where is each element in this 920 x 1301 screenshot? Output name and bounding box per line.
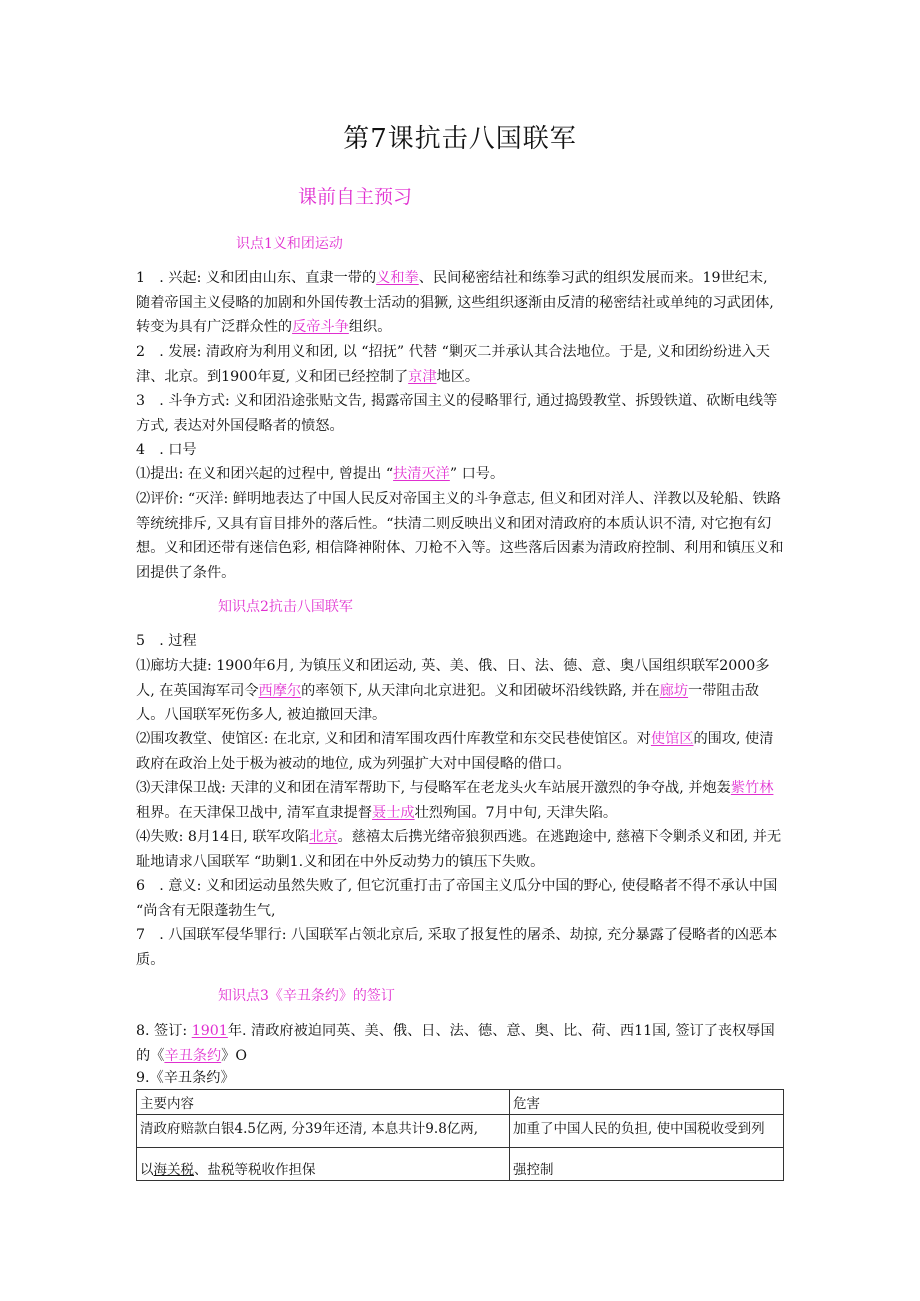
table-cell: 清政府赔款白银4.5亿两, 分39年还清, 本息共计9.8亿两,: [137, 1115, 510, 1148]
text: 以: [140, 1162, 154, 1178]
text: 组织。: [348, 319, 392, 335]
kp1-paragraph-6: ⑵评价: “灭洋: 鲜明地表达了中国人民反对帝国主义的斗争意志, 但义和团对洋人、洋教以及轮船、铁路等统统排斥, 又具有盲目排外的落后性。“扶清二则反映出义和团对清政府的本质认识不清, 对它抱有幻想。义和团还带有迷信色彩, 相信降神附体、刀枪不入等。这些落后因素为清政府控制、利用和镇压义和团提供了条件。: [136, 491, 784, 581]
table-header-row: [137, 1090, 784, 1115]
kp2-paragraph-2: [136, 654, 786, 728]
answer-blank: 廊坊: [659, 682, 689, 699]
text: 的率领下, 从天津向北京进犯。义和团破坏沿线铁路, 并在: [301, 682, 660, 699]
section-heading: 课前自主预习: [298, 186, 413, 208]
text: 年. 清政府被迫同英、美、俄、日、法、德、意、奥、比、荷、西11国, 签订了丧权辱国的《: [136, 1023, 775, 1064]
text: ⑶天津保卫战: 天津的义和团在清军帮助下, 与侵略军在老龙头火车站展开激烈的争夺战, 并炮轰: [136, 780, 731, 796]
kp2-heading: 知识点2抗击八国联军: [218, 599, 353, 615]
text: 的围攻, 使清政府在政治上处于极为被动的地位, 成为列强扩大对中国侵略的借口。: [136, 731, 774, 772]
kp1-paragraph-1: [136, 266, 786, 340]
table-row: [137, 1115, 784, 1148]
table-cell: 加重了中国人民的负担, 使中国税收受到列: [510, 1115, 784, 1148]
text: 壮烈殉国。7月中旬, 天津失陷。: [414, 804, 618, 821]
text: ⑴提出: 在义和团兴起的过程中, 曾提出 “: [136, 466, 394, 482]
text: ⑴廊坊大捷: 1900年6月, 为镇压义和团运动, 英、美、俄、日、法、德、意、奥八国组织联军2000多人, 在英国海军司令: [136, 658, 770, 699]
page-title: 第7课抗击八国联军: [343, 124, 577, 154]
answer-blank: 义和拳: [376, 270, 419, 286]
kp2-paragraph-5: [136, 825, 786, 874]
text: 一带阻击敌人。八国联军死伤多人, 被迫撤回天津。: [136, 682, 759, 723]
answer-blank: 海关税: [153, 1162, 194, 1178]
text: ⑵围攻教堂、使馆区: 在北京, 义和团和清军围攻西什库教堂和东交民巷使馆区。对: [136, 731, 651, 747]
text: ” 口号。: [449, 466, 505, 482]
table-header-cell: 主要内容: [137, 1090, 510, 1115]
text: 、民间秘密结社和练拳习武的组织发展而来。19世纪末, 随着帝国主义侵略的加剧和外国传教士活动的猖獗, 这些组织逐渐由反清的秘密结社或单纯的习武团体, 转变为具有广泛群众性的: [136, 270, 774, 335]
answer-blank: 北京: [309, 829, 338, 845]
kp2-paragraph-6: 6 . 意义: 义和团运动虽然失败了, 但它沉重打击了帝国主义瓜分中国的野心, 使侵略者不得不承认中国 “尚含有无限蓬勃生气,: [136, 878, 778, 919]
text: ⑷失败: 8月14日, 联军攻陷: [136, 829, 310, 845]
text: 8. 签订:: [136, 1023, 192, 1039]
answer-blank: 京津: [408, 368, 437, 385]
kp3-paragraph-2: 9.《辛丑条约》: [136, 1070, 235, 1086]
kp1-paragraph-2: [136, 340, 786, 389]
answer-blank: 聂士成: [372, 804, 415, 821]
kp3-heading: 知识点3《辛丑条约》的签订: [218, 988, 395, 1004]
kp2-paragraph-7: 7 . 八国联军侵华罪行: 八国联军占领北京后, 采取了报复性的屠杀、劫掠, 充分暴露了侵略者的凶恶本质。: [136, 927, 778, 968]
kp2-paragraph-3: [136, 727, 786, 776]
text: 》O: [221, 1047, 247, 1064]
kp3-paragraph-1: [136, 1019, 786, 1068]
kp1-paragraph-5: [136, 462, 786, 487]
answer-blank: 反帝斗争: [292, 319, 349, 335]
text: 地区。: [436, 368, 480, 385]
kp1-paragraph-3: 3 . 斗争方式: 义和团沿途张贴文告, 揭露帝国主义的侵略罪行, 通过捣毁教堂、拆毁铁道、砍断电线等方式, 表达对外国侵略者的愤怒。: [136, 393, 778, 434]
table-row: [137, 1148, 784, 1181]
text: 1 . 兴起: 义和团由山东、直隶一带的: [136, 270, 377, 286]
text: 。慈禧太后携光绪帝狼狈西逃。在逃跑途中, 慈禧下令剿杀义和团, 并无耻地请求八国联军 “助剿1.义和团在中外反动势力的镇压下失败。: [136, 829, 782, 870]
treaty-table: [136, 1089, 784, 1181]
answer-blank: 1901: [191, 1023, 228, 1039]
kp1-heading: 识点1义和团运动: [236, 236, 343, 252]
answer-blank: 辛丑条约: [164, 1047, 222, 1064]
kp1-paragraph-4: 4 . 口号: [136, 442, 197, 458]
table-cell: [137, 1148, 510, 1181]
table-header-cell: 危害: [510, 1090, 784, 1115]
text: 、盐税等税收作担保: [194, 1162, 316, 1178]
text: 租界。在天津保卫战中, 清军直隶提督: [136, 804, 373, 821]
table-cell: 强控制: [510, 1148, 784, 1181]
kp2-paragraph-4: [136, 776, 786, 825]
answer-blank: 紫竹林: [730, 780, 774, 796]
answer-blank: 扶清灭洋: [393, 466, 450, 482]
answer-blank: 使馆区: [650, 731, 694, 747]
answer-blank: 西摩尔: [258, 682, 302, 699]
kp2-paragraph-1: 5 . 过程: [136, 633, 197, 649]
text: 2 . 发展: 清政府为利用义和团, 以 “招抚” 代替 “剿灭二并承认其合法地位。于是, 义和团纷纷进入天津、北京。到1900年夏, 义和团已经控制了: [136, 344, 770, 385]
